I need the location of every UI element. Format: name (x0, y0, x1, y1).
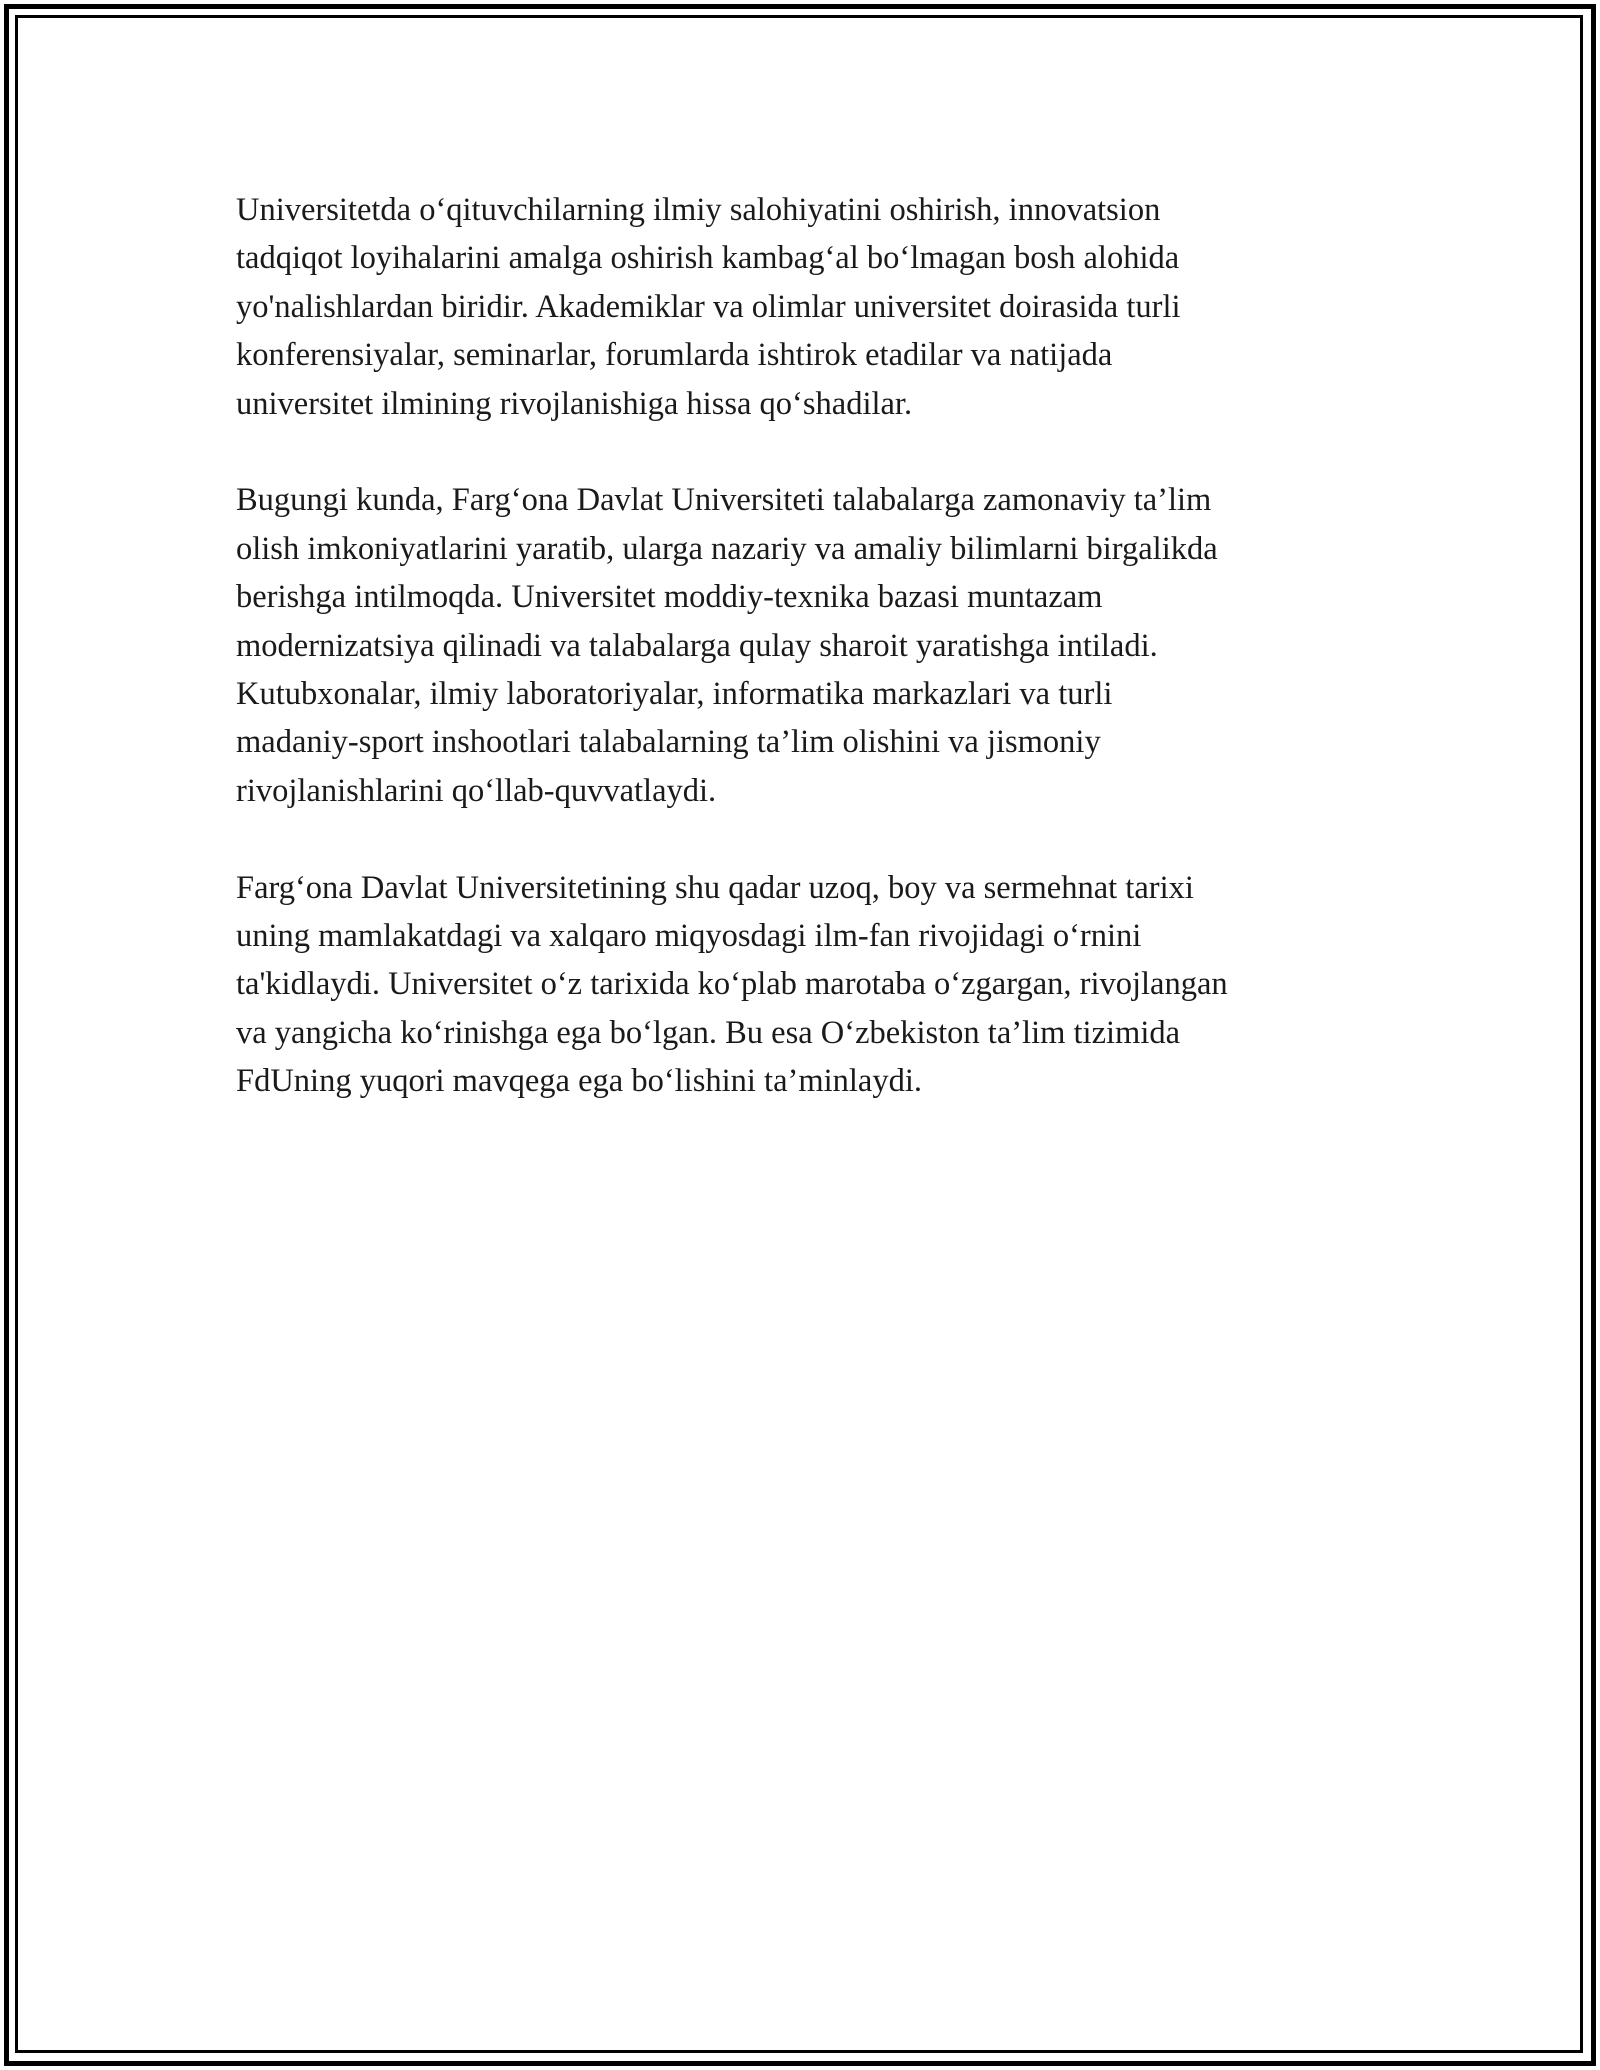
text-line: Universitetda o‘qituvchilarning ilmiy salohiyatini oshirish, innovatsion (236, 192, 1161, 228)
text-line: yo'nalishlardan biridir. Akademiklar va olimlar universitet doirasida turli (236, 288, 1181, 325)
text-line: FdUning yuqori mavqega ega bo‘lishini ta’minlaydi. (236, 1063, 922, 1100)
text-line: konferensiyalar, seminarlar, forumlarda ishtirok etadilar va natijada (236, 337, 1113, 374)
text-line: Bugungi kunda, Farg‘ona Davlat Universiteti talabalarga zamonaviy ta’lim (236, 482, 1212, 519)
paragraph-1 (236, 186, 1366, 428)
text-line: Farg‘ona Davlat Universitetining shu qadar uzoq, boy va sermehnat tarixi (236, 869, 1194, 906)
text-line: madaniy-sport inshootlari talabalarning ta’lim olishini va jismoniy (236, 724, 1101, 761)
text-line: uning mamlakatdagi va xalqaro miqyosdagi ilm-fan rivojidagi o‘rnini (236, 918, 1142, 955)
text-line: universitet ilmining rivojlanishiga hissa qo‘shadilar. (236, 385, 913, 422)
paragraph-2 (236, 476, 1366, 815)
text-line: olish imkoniyatlarini yaratib, ularga nazariy va amaliy bilimlarni birgalikda (236, 530, 1218, 567)
text-line: tadqiqot loyihalarini amalga oshirish kambag‘al bo‘lmagan bosh alohida (236, 240, 1180, 277)
text-line: va yangicha ko‘rinishga ega bo‘lgan. Bu esa O‘zbekiston ta’lim tizimida (236, 1014, 1181, 1051)
text-line: modernizatsiya qilinadi va talabalarga qulay sharoit yaratishga intiladi. (236, 627, 1158, 664)
text-line: berishga intilmoqda. Universitet moddiy-texnika bazasi muntazam (236, 579, 1103, 616)
paragraph-3 (236, 864, 1366, 1106)
text-line: rivojlanishlarini qo‘llab-quvvatlaydi. (236, 772, 717, 809)
document-body (236, 186, 1366, 1154)
text-line: Kutubxonalar, ilmiy laboratoriyalar, informatika markazlari va turli (236, 676, 1113, 713)
text-line: ta'kidlaydi. Universitet o‘z tarixida ko‘plab marotaba o‘zgargan, rivojlangan (236, 966, 1228, 1003)
